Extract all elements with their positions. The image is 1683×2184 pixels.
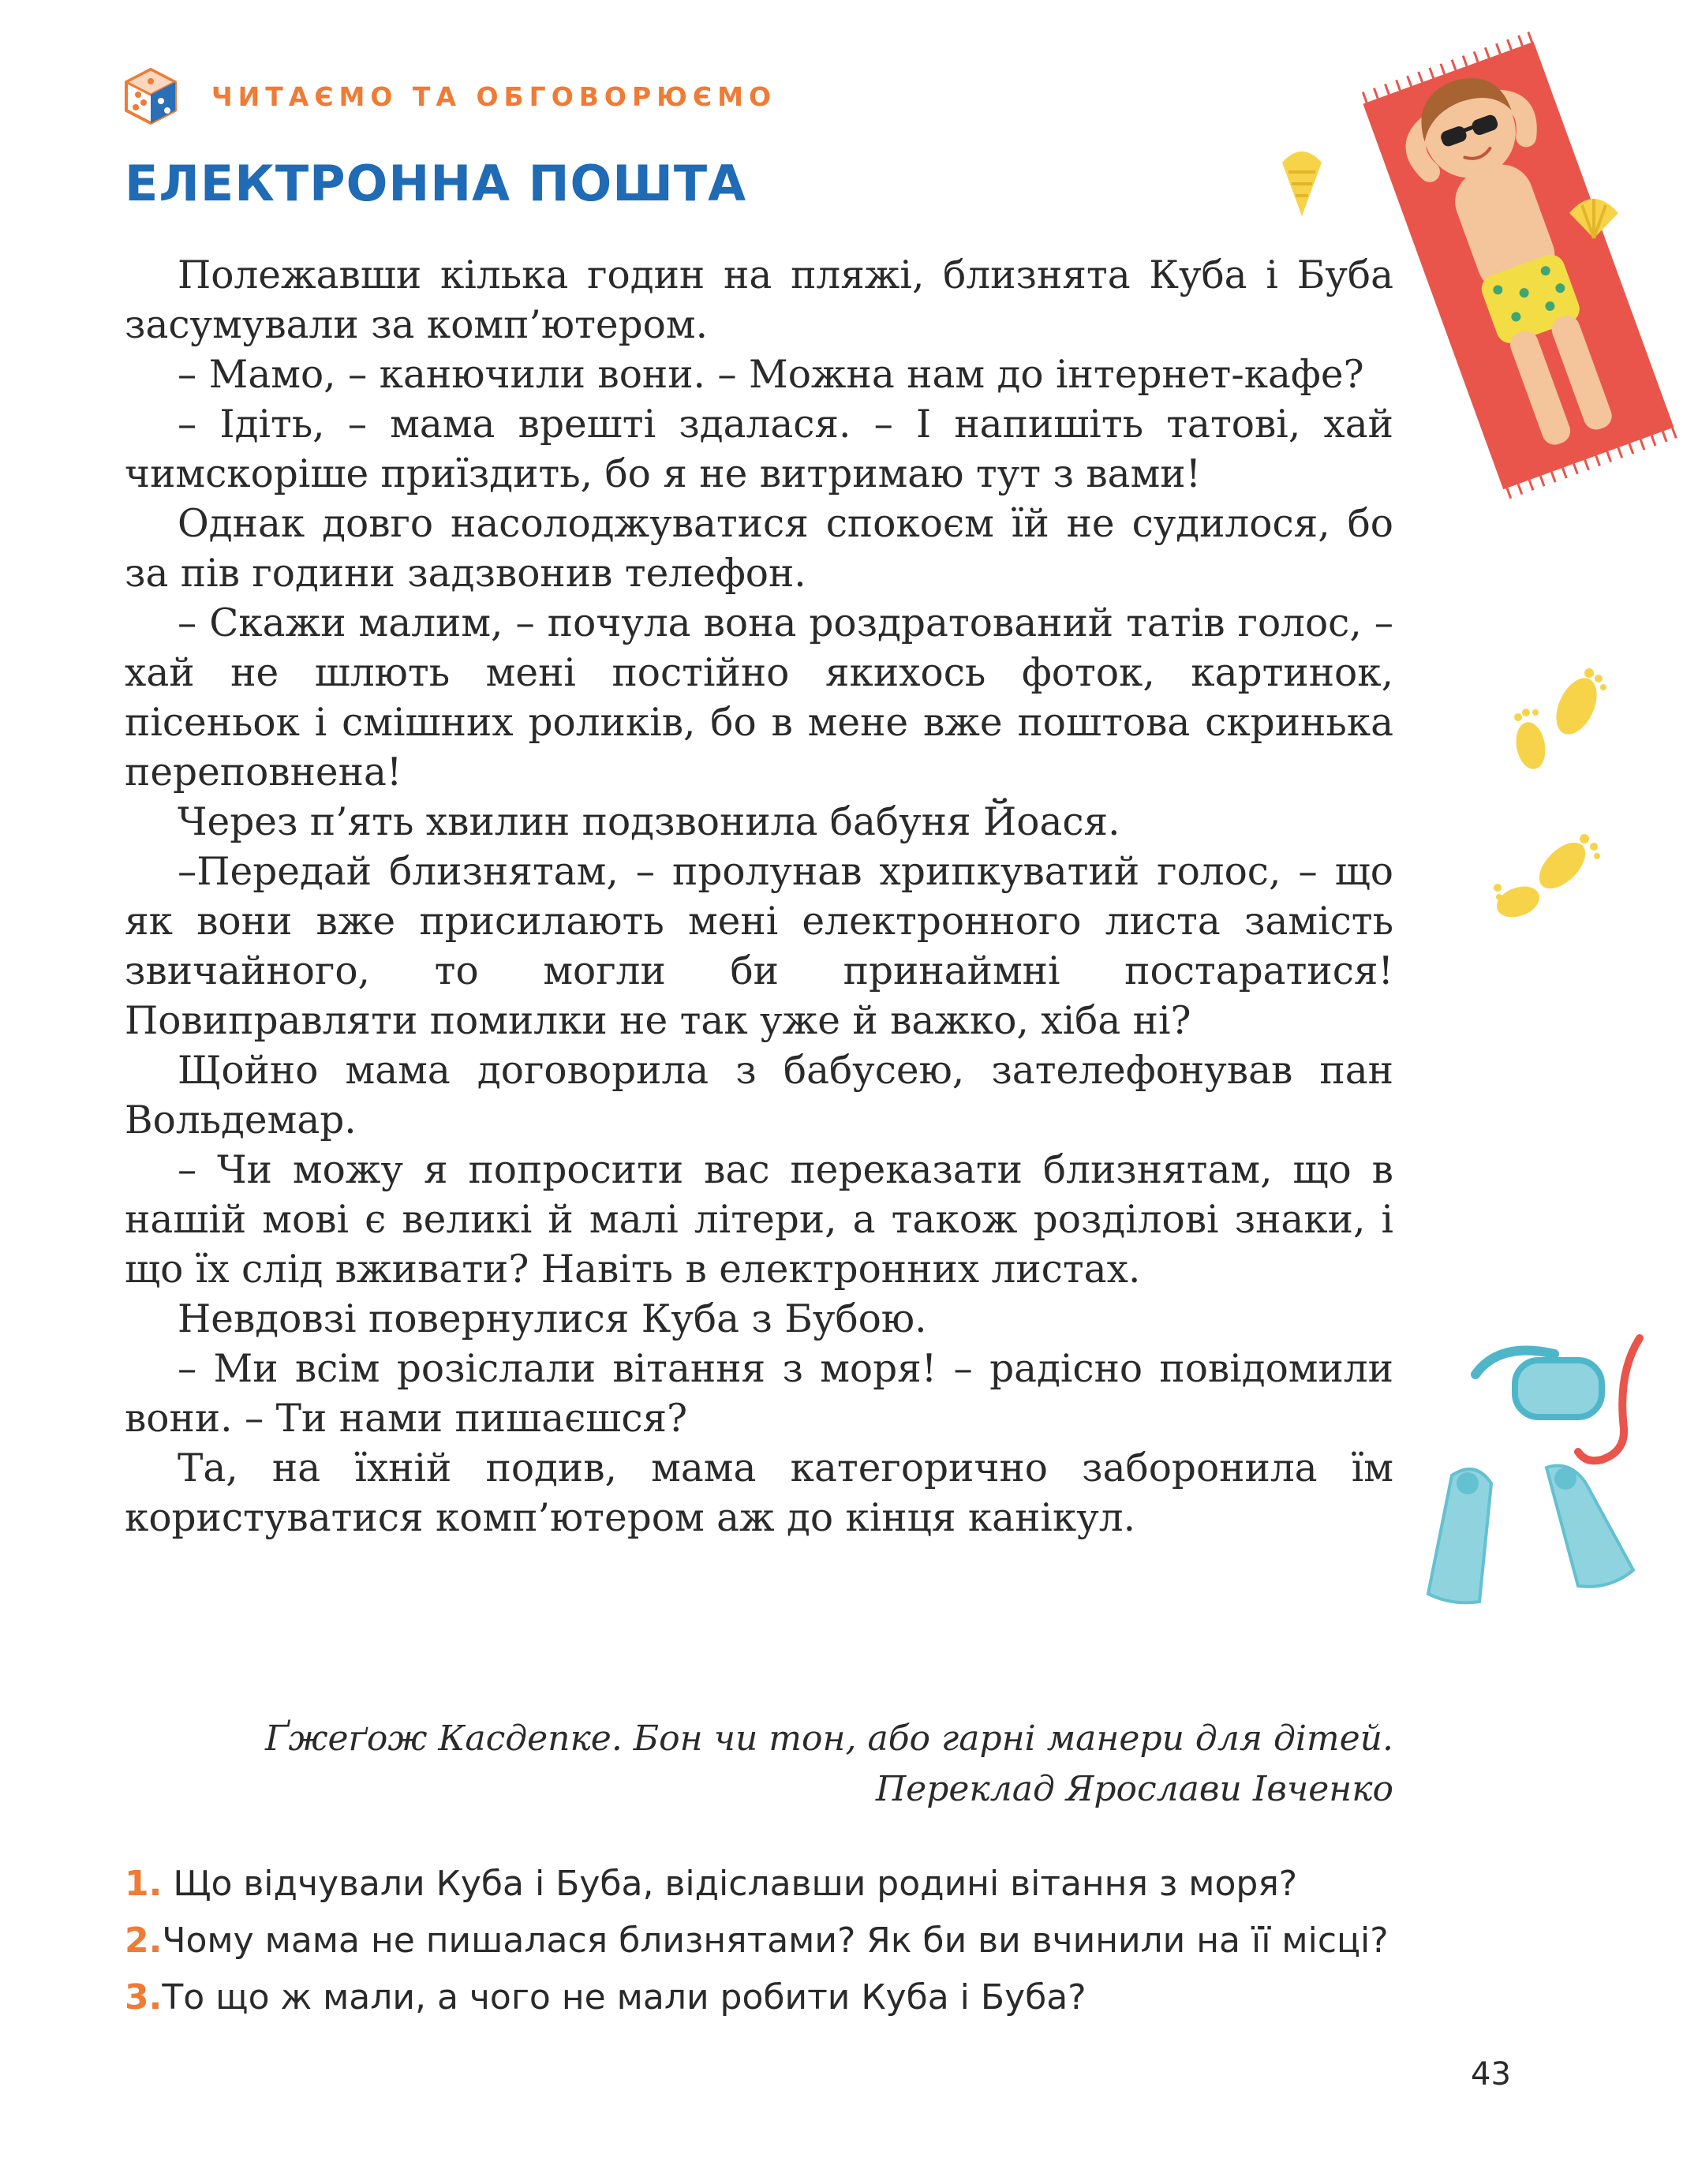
seashell-icon: [1566, 189, 1621, 245]
story-paragraph: Невдовзі повернулися Куба з Бубою.: [178, 1297, 927, 1341]
swim-fins-icon: [1420, 1452, 1641, 1610]
question-number: 2.: [125, 1920, 163, 1961]
author-line: Ґжеґож Касдепке. Бон чи тон, або гарні манери для дітей.: [264, 1718, 1393, 1759]
story-paragraph: Однак довго насолоджуватися спокоєм їй не судилося, бо за пів години задзвонив телефон.: [125, 502, 1393, 596]
questions-list: [125, 1856, 1569, 2026]
source-attribution: [125, 1714, 1393, 1815]
question-number: 1.: [125, 1864, 163, 1904]
translator-line: Переклад Ярослави Івченко: [875, 1769, 1393, 1809]
question-text: Що відчували Куба і Буба, відіславши родині вітання з моря?: [173, 1864, 1298, 1904]
boy-on-beach-towel-icon: [1341, 32, 1681, 505]
story-paragraph: – Чи можу я попросити вас переказати близнятам, що в нашій мові є великі й малі літери, а також розділові знаки, і що їх слід вживати? Навіть в електронних листах.: [125, 1148, 1393, 1292]
question-item: [125, 1913, 1569, 1969]
question-item: [125, 1856, 1569, 1913]
footprints-icon: [1507, 667, 1610, 777]
story-paragraph: Полежавши кілька годин на пляжі, близнята Куба і Буба засумували за комп’ютером.: [125, 253, 1393, 347]
question-text: Чому мама не пишалася близнятами? Як би ви вчинили на її місці?: [162, 1920, 1389, 1961]
story-paragraph: – Ми всім розіслали вітання з моря! – радісно повідомили вони. – Ти нами пишаєшся?: [125, 1347, 1393, 1441]
section-header: [125, 68, 776, 125]
story-paragraph: – Ідіть, – мама врешті здалася. – І напишіть татові, хай чимскоріше приїздить, бо я не витримаю тут з вами!: [125, 402, 1393, 496]
question-text: То що ж мали, а чого не мали робити Куба і Буба?: [162, 1977, 1086, 2018]
story-paragraph: Через п’ять хвилин подзвонила бабуня Йоася.: [178, 800, 1120, 844]
story-paragraph: –Передай близнятам, – пролунав хрипкуватий голос, – що як вони вже присилають мені електронного листа замість звичайного, то могли би принаймні постаратися! Повиправляти помилки не так уже й важко, хіба ні?: [125, 850, 1393, 1043]
page-number: 43: [1471, 2056, 1511, 2092]
footprints-icon: [1491, 832, 1602, 927]
story-paragraph: – Скажи малим, – почула вона роздратований татів голос, – хай не шлють мені постійно якихось фоток, картинок, пісеньок і смішних роликів, бо в мене вже поштова скринька переповнена!: [125, 601, 1393, 795]
question-item: [125, 1969, 1569, 2026]
seashell-icon: [1274, 140, 1330, 219]
page-title: ЕЛЕКТРОННА ПОШТА: [125, 155, 747, 212]
dice-icon: [125, 68, 177, 125]
story-paragraph: Щойно мама договорила з бабусею, зателефонував пан Вольдемар.: [125, 1049, 1393, 1142]
story-paragraph: Та, на їхній подив, мама категорично заборонила їм користуватися комп’ютером аж до кінця канікул.: [125, 1446, 1393, 1540]
story-text: [125, 251, 1393, 1543]
question-number: 3.: [125, 1977, 163, 2018]
section-label: ЧИТАЄМО ТА ОБГОВОРЮЄМО: [211, 80, 776, 112]
story-paragraph: – Мамо, – канючили вони. – Можна нам до інтернет-кафе?: [178, 353, 1364, 397]
